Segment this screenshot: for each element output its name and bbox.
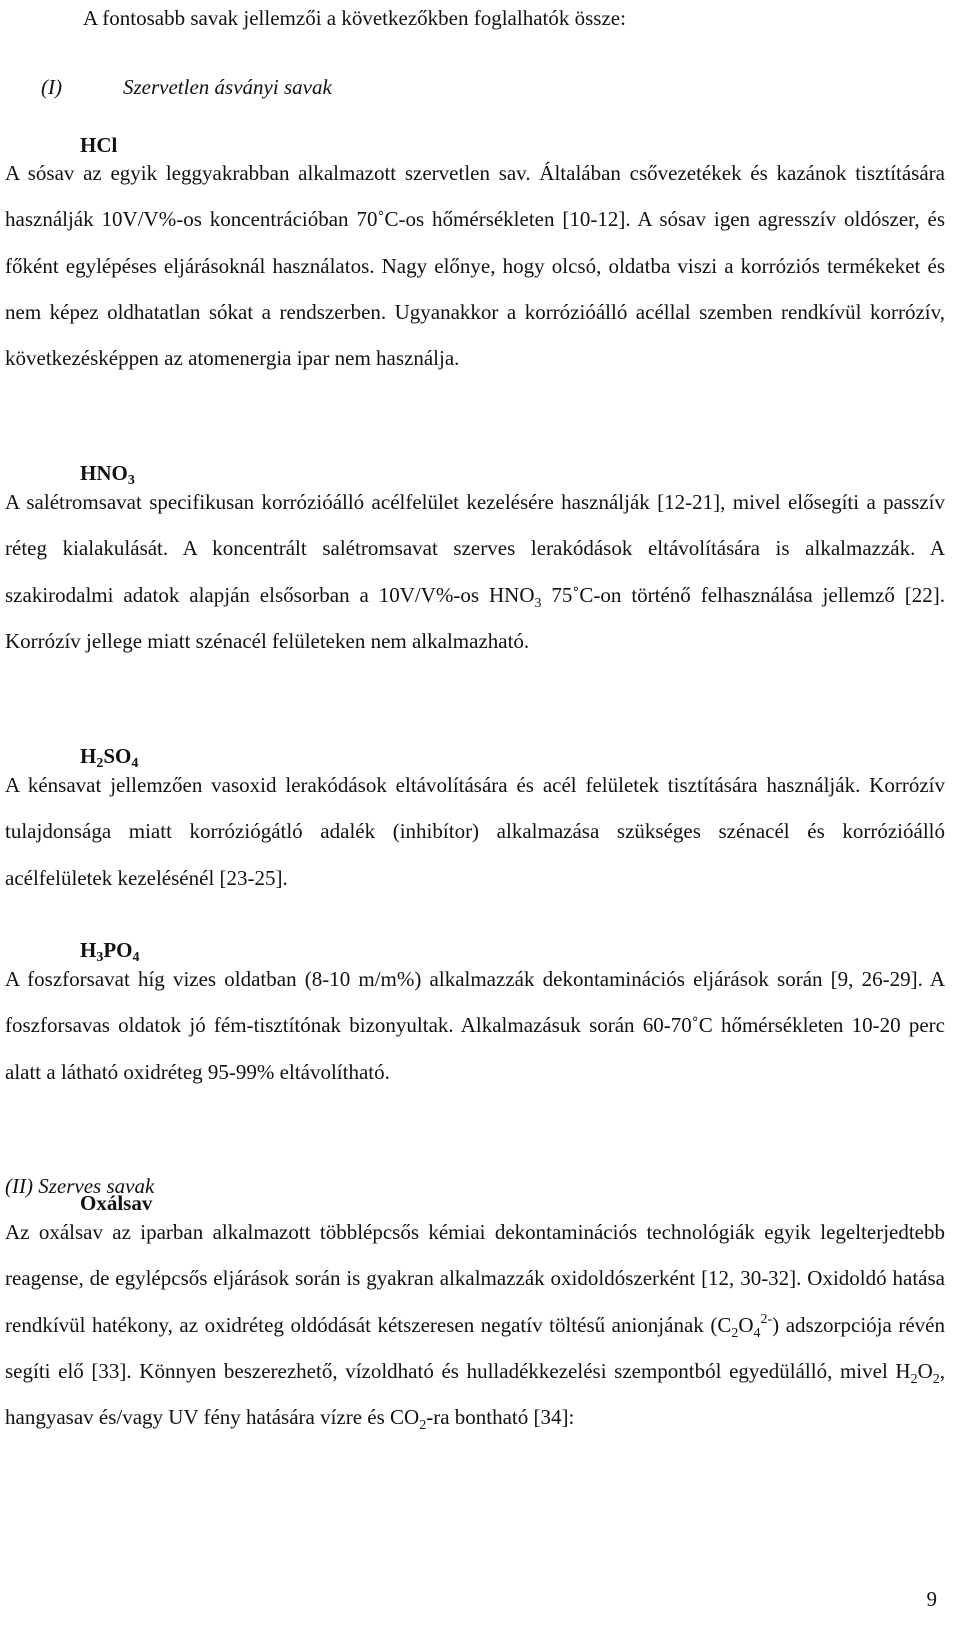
- paragraph-h3po4: A foszforsavat híg vizes oldatban (8-10 m/m%) alkalmazzák dekontaminációs eljárások során [9, 26-29]. A foszforsavas oldatok jó fém-tisztítónak bizonyultak. Alkalmazásuk során 60-70˚C hőmérsékleten 10-20 perc alatt a látható oxidréteg 95-99% eltávolítható.: [5, 967, 945, 1084]
- paragraph-oxalic-acid: Az oxálsav az iparban alkalmazott többlépcsős kémiai dekontaminációs technológiák egyik legelterjedtebb reagense, de egylépcsős eljárások során is gyakran alkalmazzák oxidoldószerként [12, 30-32]. Oxidoldó hatása rendkívül hatékony, az oxidréteg oldódását kétszeresen negatív töltésű anionjának $(C_2O_4^{2-})$ adszorpciója révén segíti elő [33]. Könnyen beszerezhető, vízoldható és hulladékkezelési szempontból egyedülálló, mivel $H_2O_2$, hangyasav és/vagy UV fény hatására vízre és $CO_2-ra$ bontható [34]:: [5, 1220, 945, 1434]
- paragraph-hno3: A salétromsavat specifikusan korrózióálló acélfelület kezelésére használják [12-21], mivel elősegíti a passzív réteg kialakulását. A koncentrált salétromsavat szerves lerakódások eltávolítására is alkalmazzák. A szakirodalmi adatok alapján elsősorban a 10V/V%-os $HNO_3$ 75˚C-on történő felhasználása jellemző [22]. Korrózív jellege miatt szénacél felületeken nem alkalmazható.: [5, 490, 945, 653]
- heading-h3po4: $H_3PO_4$: [80, 938, 140, 965]
- section-title-text: Szervetlen ásványi savak: [123, 75, 332, 99]
- paragraph-hcl: A sósav az egyik leggyakrabban alkalmazott szervetlen sav. Általában csővezetékek és kazánok tisztítására használják 10V/V%-os koncentrációban 70˚C-os hőmérsékleten [10-12]. A sósav igen agresszív oldószer, és főként egylépéses eljárásoknál használatos. Nagy előnye, hogy olcsó, oldatba viszi a korróziós termékeket és nem képez oldhatatlan sókat a rendszerben. Ugyanakkor a korrózióálló acéllal szemben rendkívül korrózív, következésképpen az atomenergia ipar nem használja.: [5, 161, 945, 371]
- section-title-organic: (II) Szerves savak: [5, 1174, 155, 1198]
- intro-sentence: A fontosabb savak jellemzői a következőkben foglalhatók össze:: [83, 6, 626, 30]
- heading-hno3: $HNO_3$: [80, 461, 135, 488]
- heading-h2so4: $H_2SO_4$: [80, 744, 139, 771]
- heading-oxalic-acid: Oxálsav: [80, 1191, 153, 1215]
- heading-hcl: HCl: [80, 133, 118, 157]
- paragraph-h2so4: A kénsavat jellemzően vasoxid lerakódások eltávolítására és acél felületek tisztítására használják. Korrózív tulajdonsága miatt korróziógátló adalék (inhibítor) alkalmazása szükséges szénacél és korrózióálló acélfelületek kezelésénél [23-25].: [5, 773, 945, 890]
- section-title-inorganic: [41, 72, 332, 102]
- page-number: 9: [926, 1587, 937, 1611]
- section-number: (I): [41, 75, 62, 99]
